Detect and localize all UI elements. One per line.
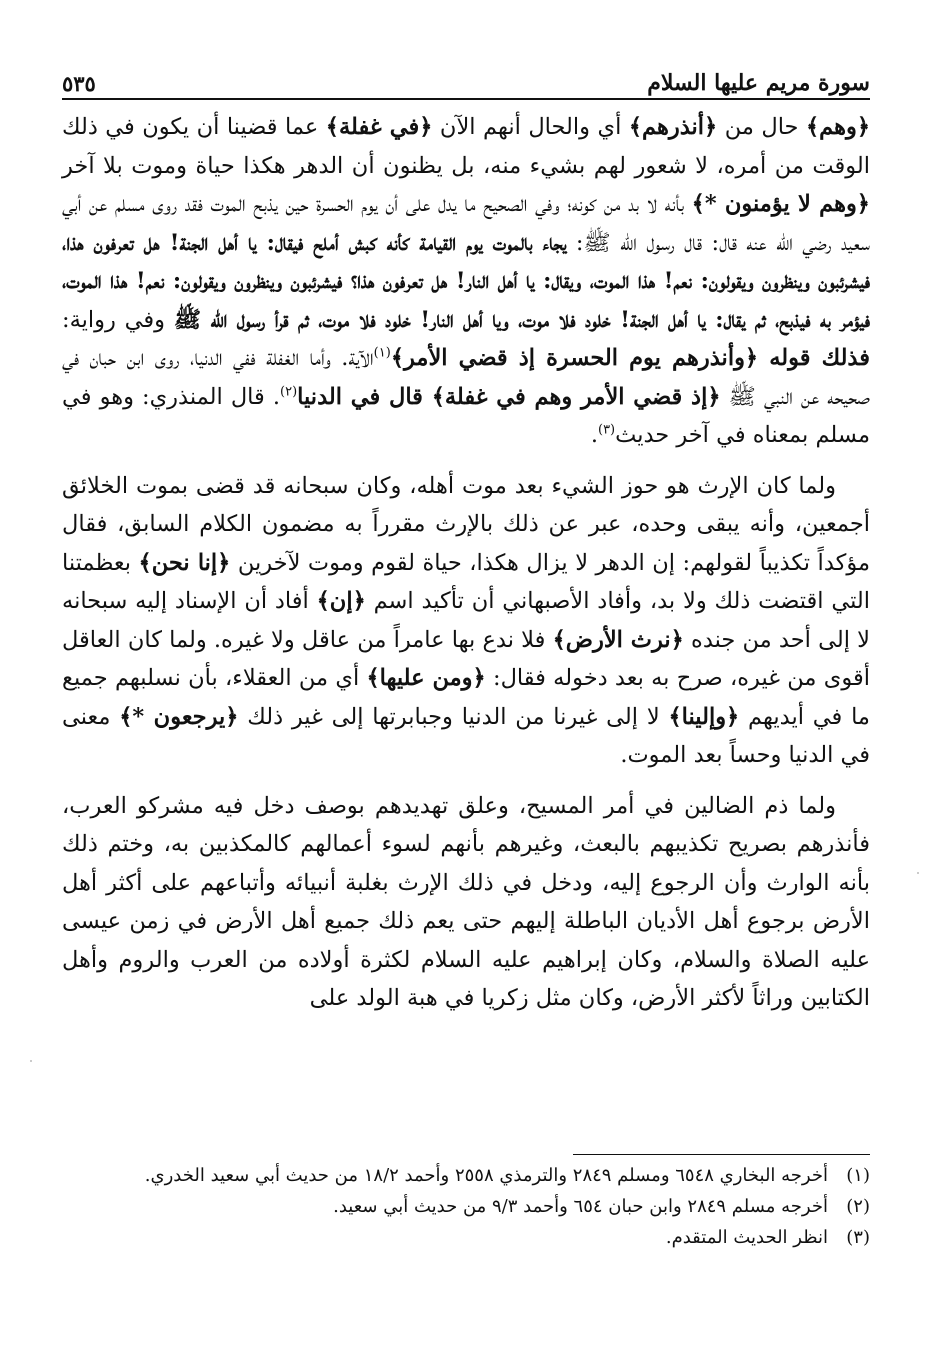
text-run: . قال المنذري: وهو في مسلم بمعناه في آخر حديث	[62, 383, 870, 448]
scan-speck	[30, 1060, 32, 1062]
quran-quote: ﴿يرجعون *﴾	[119, 703, 239, 730]
footnote-number: (٢)	[846, 1196, 870, 1217]
page-header	[62, 56, 870, 96]
text-run: عما قضينا أن يكون في ذلك الوقت من أمره، لا شعور لهم بشيء منه، بل يظنون أن الدهر هكذا حياة وموت بلا آخر	[62, 114, 870, 179]
quran-quote: ﴿إن﴾	[316, 588, 366, 614]
text-run: ولما كان الإرث هو حوز الشيء بعد موت أهله، وكان سبحانه قد قضى بموت الخلائق أجمعين، وأنه يبقى وحده، عبر عن ذلك بالإرث مقرراً به مضمون الكلام السابق، فقال مؤكداً تكذيباً لقولهم: إن الدهر لا يزال هكذا، حياة لقوم وموت لآخرين	[62, 472, 871, 576]
quran-quote: ﴿وهم﴾	[805, 114, 871, 140]
footnote-text: أخرجه مسلم ٢٨٤٩ وابن حبان ٦٥٤ وأحمد ٩/٣ من حديث أبي سعيد.	[333, 1196, 828, 1217]
quran-quote: ﴿وهم لا يؤمنون *﴾	[691, 191, 870, 217]
footnote-1	[62, 1160, 870, 1191]
running-title: سورة مريم عليها السلام	[647, 70, 870, 96]
footnote-3	[62, 1222, 870, 1253]
footnotes	[62, 1160, 870, 1253]
text-run: أي والحال أنهم الآن	[432, 114, 629, 140]
header-rule	[62, 98, 870, 100]
text-run: بعظمتنا التي اقتضت ذلك ولا بد، وأفاد الأصبهاني أن تأكيد اسم	[62, 549, 870, 614]
footnote-ref[interactable]: (١)	[373, 345, 391, 361]
text-run: بأنه لا بد من كونه؛ وفي الصحيح ما يدل على أن يوم الحسرة حين يذبح الموت فقد روى مسلم عن أبي سعيد رضي الله عنه قال: قال رسول الله ﷺ:	[62, 191, 870, 256]
text-run: .	[590, 422, 598, 448]
text-run: فلا ندع بها عامراً من عاقل ولا غيره. ولما كان العاقل أقوى من غيره، صرح به بعد دخوله فقال:	[62, 626, 870, 691]
paragraph-3	[62, 787, 870, 1018]
footnote-text: أخرجه البخاري ٦٥٤٨ ومسلم ٢٨٤٩ والترمذي ٢٥٥٨ وأحمد ١٨/٢ من حديث أبي سعيد الخدري.	[144, 1165, 828, 1186]
page-number: ٥٣٥	[62, 71, 96, 96]
text-run: الآية. وأما الغفلة ففي الدنيا، روى ابن حبان في صحيحه عن النبي ﷺ	[62, 345, 871, 410]
quran-quote: ﴿وإلينا﴾	[668, 703, 740, 730]
text-run: أي من العقلاء، بأن نسلبهم جميع ما في أيديهم	[62, 665, 870, 730]
quran-quote: ﴿ومن عليها﴾	[366, 665, 486, 691]
hadith-text: يجاء بالموت يوم القيامة كأنه كبش أملح فيقال: يا أهل الجنة! هل تعرفون هذا، فيشرئبون وينظرون ويقولون: نعم! هذا الموت، ويقال: يا أهل النار! هل تعرفون هذا؟ فيشرئبون وينظرون ويقولون: نعم! هذا الموت، فيؤمر به فيذبح، ثم يقال: يا أهل الجنة! خلود فلا موت، ويا أهل النار! خلود فلا موت، ثم قرأ رسول الله ﷺ	[62, 229, 870, 333]
footnote-ref[interactable]: (٣)	[597, 422, 616, 438]
hadith-text: فذلك قوله ﴿وأنذرهم يوم الحسرة إذ قضي الأمر﴾	[390, 345, 870, 371]
footnote-2	[62, 1191, 870, 1222]
text-run: لا إلى غيرنا من الدنيا وجبابرتها إلى غير ذلك	[238, 703, 669, 730]
footnote-rule	[573, 1154, 870, 1155]
text-run: وفي رواية:	[62, 306, 174, 333]
paragraph-1	[62, 108, 870, 455]
quran-quote: ﴿أنذرهم﴾	[628, 114, 718, 140]
hadith-text: ﴿إذ قضي الأمر وهم في غفلة﴾ قال في الدنيا	[297, 383, 721, 410]
quran-quote: ﴿إنا نحن﴾	[138, 549, 231, 576]
text-run: ولما ذم الضالين في أمر المسيح، وعلق تهديدهم بوصف دخل فيه مشركو العرب، فأنذرهم بصريح تكذيبهم بالبعث، وغيرهم بأنهم لسوء أعمالهم كالمكذبين به، وختم ذلك بأنه الوارث وأن الرجوع إليه، ودخل في ذلك الإرث بغلبة أنبيائه وأتباعهم على أكثر أهل الأرض برجوع أهل الأديان الباطلة إليهم حتى يعم ذلك جميع أهل الأرض في زمن عيسى عليه الصلاة والسلام، وكان إبراهيم عليه السلام لكثرة أولاده من العرب والروم وأهل الكتابين وراثاً لأكثر الأرض، وكان مثل زكريا في هبة الولد على	[62, 792, 870, 1011]
text-run: أفاد أن الإسناد إليه سبحانه لا إلى أحد من جنده	[62, 588, 870, 653]
main-text	[62, 108, 870, 1030]
footnote-ref[interactable]: (٢)	[280, 384, 298, 399]
paragraph-2	[62, 467, 870, 775]
quran-quote: ﴿في غفلة﴾	[325, 114, 433, 140]
footnote-text: انظر الحديث المتقدم.	[665, 1227, 828, 1248]
footnote-number: (١)	[846, 1165, 870, 1186]
footnote-number: (٣)	[846, 1227, 870, 1248]
quran-quote: ﴿نرث الأرض﴾	[552, 626, 684, 653]
text-run: معنى في الدنيا وحساً بعد الموت.	[62, 703, 870, 768]
text-run: حال من	[717, 114, 806, 140]
scan-speck	[917, 872, 919, 874]
